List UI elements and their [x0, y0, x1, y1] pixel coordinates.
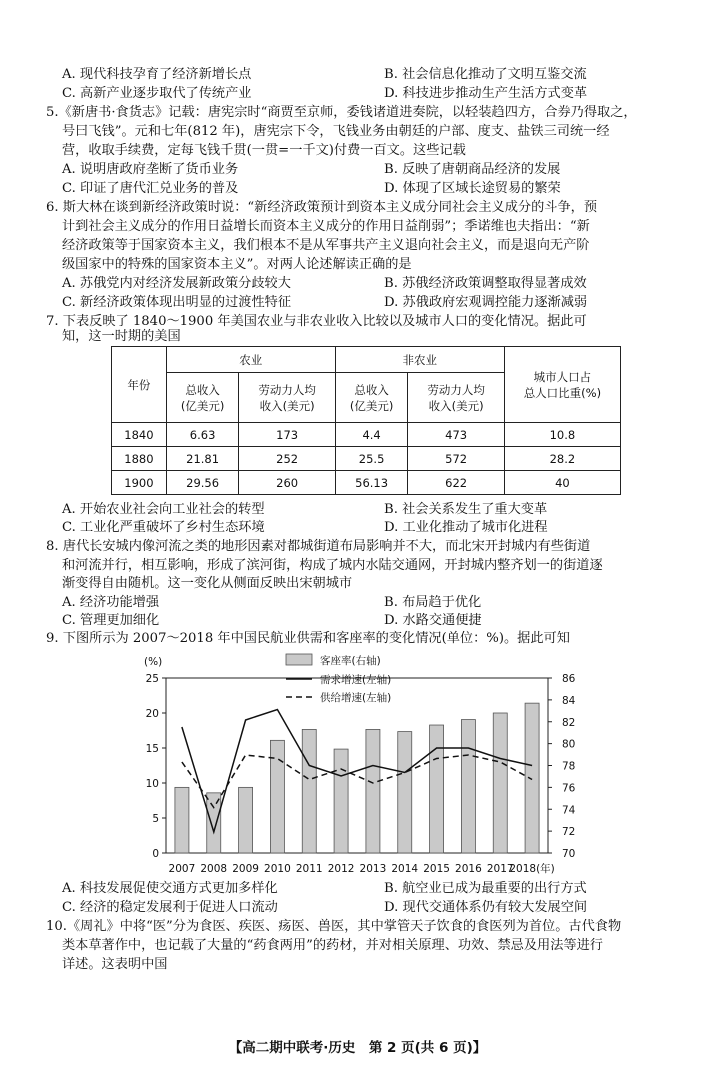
table-row — [112, 423, 621, 447]
income-header-line-2: (亿美元) — [180, 398, 225, 413]
line-supply-growth — [182, 755, 532, 808]
bar-load-factor — [207, 793, 221, 853]
x-tick-label: 2008 — [200, 863, 228, 875]
income-header-line-1: 总收入 — [354, 382, 389, 397]
table-header-year: 年份 — [112, 347, 167, 423]
cell-non-income: 56.13 — [335, 471, 408, 495]
cell-year: 1840 — [112, 423, 167, 447]
q7-stem-line-2: 知，这一时期的美国 — [62, 329, 181, 344]
urban-header-line-2: 总人口比重(%) — [523, 385, 602, 400]
bar-load-factor — [175, 787, 189, 853]
q9-option-b: B. 航空业已成为最重要的出行方式 — [384, 881, 587, 896]
q8-option-a: A. 经济功能增强 — [62, 595, 160, 610]
q6-stem-line-2: 计到社会主义成分的作用日益增长而资本主义成分的作用日益削弱”；季诺维也夫指出：“新 — [62, 219, 590, 234]
x-tick-label: 2013 — [359, 863, 387, 875]
right-tick-label: 72 — [562, 826, 576, 839]
cell-agri-income: 21.81 — [166, 447, 239, 471]
line-demand-growth — [182, 710, 532, 833]
legend-label: 客座率(右轴) — [320, 655, 381, 667]
page-footer: 【高二期中联考·历史 第 2 页(共 6 页)】 — [228, 1040, 487, 1056]
x-tick-label: 2010 — [264, 863, 291, 875]
q6-stem-line-3: 经济政策等于国家资本主义，我们根本不是从军事共产主义退向社会主义，而是退向无产阶 — [62, 238, 590, 253]
q9-stem-line-1: 9. 下图所示为 2007～2018 年中国民航业供需和客座率的变化情况(单位：%)。据此可知 — [46, 631, 570, 646]
left-tick-label: 15 — [145, 743, 159, 755]
x-tick-label: 2007 — [168, 863, 196, 875]
cell-agri-income: 29.56 — [166, 471, 239, 495]
cell-agri-income: 6.63 — [166, 423, 239, 447]
cell-agri-per: 173 — [239, 423, 335, 447]
x-tick-label: 2014 — [391, 863, 419, 875]
x-tick-label: 2017 — [486, 863, 514, 875]
q7-option-a: A. 开始农业社会向工业社会的转型 — [62, 502, 265, 517]
q6-option-c: C. 新经济政策体现出明显的过渡性特征 — [62, 295, 292, 310]
left-tick-label: 20 — [145, 708, 159, 720]
bar-load-factor — [334, 749, 348, 853]
q5-option-d: D. 体现了区域长途贸易的繁荣 — [384, 181, 561, 196]
q8-stem-line-1: 8. 唐代长安城内像河流之类的地形因素对都城街道布局影响并不大，而北宋开封城内有些街道 — [46, 539, 591, 554]
q7-option-d: D. 工业化推动了城市化进程 — [384, 520, 548, 535]
per-header-line-1: 劳动力人均 — [258, 382, 316, 397]
cell-urban: 40 — [504, 471, 620, 495]
table-header-non-per — [408, 373, 504, 423]
per-header-line-1: 劳动力人均 — [427, 382, 485, 397]
table-header-agri-income — [166, 373, 239, 423]
cell-agri-per: 252 — [239, 447, 335, 471]
q8-option-d: D. 水路交通便捷 — [384, 613, 482, 628]
right-tick-label: 70 — [562, 848, 576, 860]
q7-table — [111, 346, 621, 495]
bar-load-factor — [461, 720, 475, 853]
legend-swatch-bar — [286, 654, 312, 665]
right-tick-label: 80 — [562, 738, 576, 751]
left-tick-label: 0 — [152, 848, 159, 860]
table-row — [112, 447, 621, 471]
q9-option-c: C. 经济的稳定发展利于促进人口流动 — [62, 900, 278, 915]
cell-non-per: 473 — [408, 423, 504, 447]
table-header-agri-per — [239, 373, 335, 423]
table-header-non-income — [335, 373, 408, 423]
cell-agri-per: 260 — [239, 471, 335, 495]
q8-option-c: C. 管理更加细化 — [62, 613, 160, 628]
q7-stem-line-1: 7. 下表反映了 1840～1900 年美国农业与非农业收入比较以及城市人口的变化情况。据此可 — [46, 314, 587, 329]
q5-stem-line-3: 营，收取手续费，定每飞钱千贯(一贯=一千文)付费一百文。这些记载 — [62, 143, 466, 158]
q9-option-a: A. 科技发展促使交通方式更加多样化 — [62, 881, 278, 896]
x-tick-label: 2015 — [423, 863, 450, 875]
q10-stem-line-1: 10.《周礼》中将“医”分为食医、疾医、疡医、兽医，其中掌管天子饮食的食医列为首位。古代食物 — [46, 919, 622, 934]
cell-non-per: 572 — [408, 447, 504, 471]
urban-header-line-1: 城市人口占 — [533, 369, 592, 384]
q7-option-b: B. 社会关系发生了重大变革 — [384, 502, 548, 517]
cell-year: 1880 — [112, 447, 167, 471]
bar-load-factor — [430, 725, 444, 853]
q6-option-b: B. 苏俄经济政策调整取得显著成效 — [384, 276, 587, 291]
bar-load-factor — [398, 732, 412, 853]
right-tick-label: 86 — [562, 673, 576, 685]
q5-option-c: C. 印证了唐代汇兑业务的普及 — [62, 181, 239, 196]
bar-load-factor — [366, 729, 380, 853]
q4-option-c: C. 高新产业逐步取代了传统产业 — [62, 86, 252, 101]
q7-option-c: C. 工业化严重破坏了乡村生态环境 — [62, 520, 265, 535]
right-tick-label: 82 — [562, 716, 576, 729]
table-header-agri: 农业 — [166, 347, 335, 373]
y-unit-label: (%) — [144, 656, 163, 668]
cell-urban: 28.2 — [504, 447, 620, 471]
income-header-line-2: (亿美元) — [349, 398, 394, 413]
left-tick-label: 25 — [145, 673, 159, 685]
per-header-line-2: 收入(美元) — [428, 398, 484, 413]
x-tick-label: 2016 — [455, 863, 482, 875]
q4-option-a: A. 现代科技孕育了经济新增长点 — [62, 67, 252, 82]
right-tick-label: 78 — [562, 760, 576, 773]
q5-option-b: B. 反映了唐朝商品经济的发展 — [384, 162, 561, 177]
q8-option-b: B. 布局趋于优化 — [384, 595, 482, 610]
table-header-urban — [504, 347, 620, 423]
x-tick-label: 2018(年) — [509, 863, 555, 875]
q5-stem-line-1: 5.《新唐书·食货志》记载：唐宪宗时“商贾至京师，委钱诸道进奏院，以轻装趋四方，合券乃得取之， — [46, 105, 637, 120]
cell-year: 1900 — [112, 471, 167, 495]
q10-stem-line-3: 详述。这表明中国 — [62, 957, 168, 972]
plot-frame — [166, 678, 548, 853]
table-header-nonagri: 非农业 — [335, 347, 504, 373]
q5-option-a: A. 说明唐政府垄断了货币业务 — [62, 162, 239, 177]
q9-chart — [130, 650, 600, 876]
x-tick-label: 2009 — [232, 863, 259, 875]
right-tick-label: 84 — [562, 694, 576, 707]
table-row — [112, 471, 621, 495]
bar-load-factor — [493, 713, 507, 853]
cell-non-per: 622 — [408, 471, 504, 495]
legend-label: 供给增速(左轴) — [320, 692, 392, 704]
per-header-line-2: 收入(美元) — [259, 398, 315, 413]
x-tick-label: 2012 — [327, 863, 355, 875]
q6-stem-line-4: 级国家中的特殊的国家资本主义”。对两人论述解读正确的是 — [62, 257, 412, 272]
cell-non-income: 25.5 — [335, 447, 408, 471]
x-tick-label: 2011 — [295, 863, 323, 875]
q4-option-d: D. 科技进步推动生产生活方式变革 — [384, 86, 588, 101]
q5-stem-line-2: 号曰飞钱”。元和七年(812 年)，唐宪宗下令，飞钱业务由朝廷的户部、度支、盐铁三司统一经 — [62, 124, 610, 139]
left-tick-label: 10 — [145, 778, 159, 790]
right-tick-label: 76 — [562, 782, 576, 795]
q8-stem-line-3: 渐变得自由随机。这一变化从侧面反映出宋朝城市 — [62, 576, 353, 591]
right-tick-label: 74 — [562, 804, 576, 817]
left-tick-label: 5 — [152, 813, 159, 825]
legend-label: 需求增速(左轴) — [320, 674, 392, 686]
q6-option-a: A. 苏俄党内对经济发展新政策分歧较大 — [62, 276, 291, 291]
q6-stem-line-1: 6. 斯大林在谈到新经济政策时说：“新经济政策预计到资本主义成分同社会主义成分的斗争，预 — [46, 200, 598, 215]
q9-option-d: D. 现代交通体系仍有较大发展空间 — [384, 900, 588, 915]
bar-load-factor — [239, 787, 253, 853]
q10-stem-line-2: 类本草著作中，也记载了大量的“药食两用”的药材，并对相关原理、功效、禁忌及用法等进行 — [62, 938, 603, 953]
q4-option-b: B. 社会信息化推动了文明互鉴交流 — [384, 67, 587, 82]
bar-load-factor — [525, 703, 539, 853]
q8-stem-line-2: 和河流并行，相互影响，形成了滨河街，构成了城内水陆交通网，开封城内整齐划一的街道逐 — [62, 558, 603, 573]
income-header-line-1: 总收入 — [185, 382, 220, 397]
cell-urban: 10.8 — [504, 423, 620, 447]
bar-load-factor — [302, 729, 316, 853]
cell-non-income: 4.4 — [335, 423, 408, 447]
q6-option-d: D. 苏俄政府宏观调控能力逐渐减弱 — [384, 295, 588, 310]
